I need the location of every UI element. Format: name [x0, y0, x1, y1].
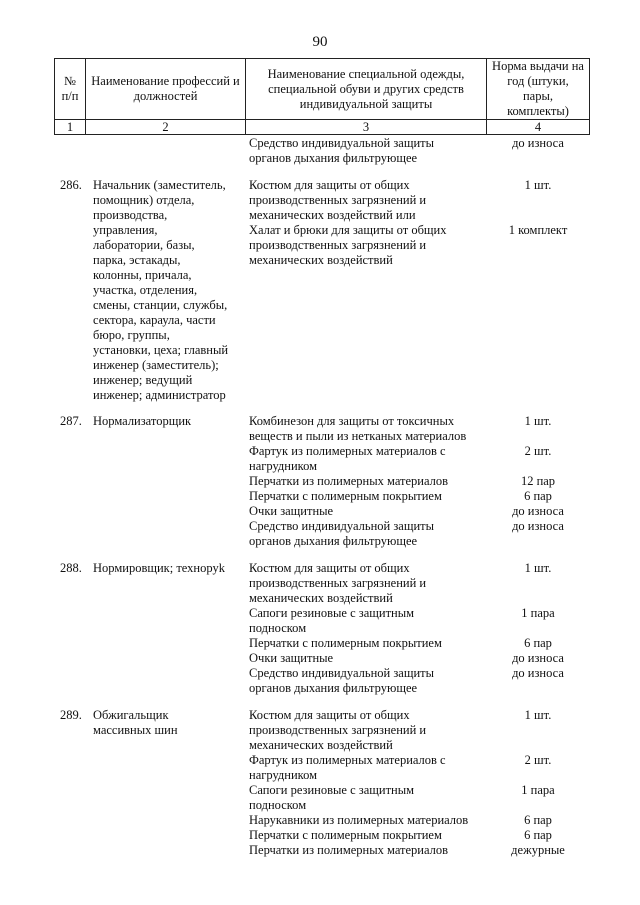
continuation-norm: до износа — [512, 136, 564, 150]
item-line: производственных загрязнений и — [249, 723, 427, 737]
item-line: Фартук из полимерных материалов с — [249, 444, 446, 458]
profession-line: массивных шин — [93, 723, 178, 737]
item-norm: 1 шт. — [524, 414, 552, 428]
profession-line: смены, станции, службы, — [93, 298, 228, 312]
profession-line: Начальник (заместитель, — [93, 178, 226, 192]
item-norm: 2 шт. — [524, 753, 552, 767]
item-line: Перчатки с полимерным покрытием — [249, 828, 442, 842]
header-col-profession: Наименование профессий и должностей — [85, 58, 246, 120]
item-line: Костюм для защиты от общих — [249, 561, 410, 575]
item-line: производственных загрязнений и — [249, 193, 427, 207]
profession-line: установки, цеха; главный — [93, 343, 229, 357]
header-col-norm: Норма выдачи на год (штуки, пары, комплекты) — [486, 58, 590, 120]
item-norm: 6 пар — [524, 828, 552, 842]
item-line: Фартук из полимерных материалов с — [249, 753, 446, 767]
item-line: подноском — [249, 621, 307, 635]
item-line: механических воздействий — [249, 591, 393, 605]
entry-number: 286. — [60, 178, 82, 192]
item-norm: 1 комплект — [508, 223, 568, 237]
item-norm: 1 пара — [521, 783, 555, 797]
item-line: Средство индивидуальной защиты — [249, 519, 435, 533]
header-col-number: № п/п — [54, 58, 86, 120]
header-num-3: 3 — [245, 119, 487, 135]
item-line: органов дыхания фильтрующее — [249, 534, 418, 548]
profession-line: инженер (заместитель); — [93, 358, 219, 372]
item-line: нагрудником — [249, 459, 318, 473]
item-norm: 12 пар — [520, 474, 556, 488]
item-line: Нарукавники из полимерных материалов — [249, 813, 469, 827]
item-line: Перчатки из полимерных материалов — [249, 843, 449, 857]
item-norm: 1 шт. — [524, 178, 552, 192]
item-norm: дежурные — [511, 843, 565, 857]
item-line: механических воздействий — [249, 738, 393, 752]
item-line: Халат и брюки для защиты от общих — [249, 223, 447, 237]
item-norm: до износа — [512, 504, 564, 518]
header-num-4: 4 — [486, 119, 590, 135]
profession-line: колонны, причала, — [93, 268, 192, 282]
header-col-equipment: Наименование специальной одежды, специальной обуви и других средств индивидуальной защиты — [245, 58, 487, 120]
item-line: веществ и пыли из нетканых материалов — [249, 429, 467, 443]
item-line: Сапоги резиновые с защитным — [249, 606, 415, 620]
item-line: механических воздействий — [249, 253, 393, 267]
profession-line: помощник) отдела, — [93, 193, 195, 207]
profession-line: Нормализаторщик — [93, 414, 192, 428]
item-line: нагрудником — [249, 768, 318, 782]
item-line: Сапоги резиновые с защитным — [249, 783, 415, 797]
item-norm: 1 шт. — [524, 561, 552, 575]
page-number: 90 — [312, 34, 328, 50]
item-norm: 6 пар — [524, 489, 552, 503]
header-num-1: 1 — [54, 119, 86, 135]
entry-number: 288. — [60, 561, 82, 575]
item-norm: 2 шт. — [524, 444, 552, 458]
profession-line: Нормировщик; техноруk — [93, 561, 225, 575]
profession-line: лаборатории, базы, — [93, 238, 195, 252]
item-line: Очки защитные — [249, 504, 334, 518]
item-line: Костюм для защиты от общих — [249, 178, 410, 192]
profession-line: производства, — [93, 208, 168, 222]
item-norm: до износа — [512, 651, 564, 665]
profession-line: участка, отделения, — [93, 283, 198, 297]
continuation-item-line: органов дыхания фильтрующее — [249, 151, 418, 165]
item-norm: 6 пар — [524, 813, 552, 827]
profession-line: парка, эстакады, — [93, 253, 181, 267]
profession-line: управления, — [93, 223, 158, 237]
item-line: производственных загрязнений и — [249, 238, 427, 252]
item-norm: 6 пар — [524, 636, 552, 650]
profession-line: инженер; администратор — [93, 388, 226, 402]
item-line: Комбинезон для защиты от токсичных — [249, 414, 455, 428]
item-norm: до износа — [512, 666, 564, 680]
entry-number: 289. — [60, 708, 82, 722]
item-line: Перчатки с полимерным покрытием — [249, 489, 442, 503]
item-norm: до износа — [512, 519, 564, 533]
item-line: механических воздействий или — [249, 208, 416, 222]
profession-line: инженер; ведущий — [93, 373, 193, 387]
item-line: Перчатки из полимерных материалов — [249, 474, 449, 488]
item-norm: 1 пара — [521, 606, 555, 620]
profession-line: бюро, группы, — [93, 328, 170, 342]
continuation-item-line: Средство индивидуальной защиты — [249, 136, 435, 150]
item-norm: 1 шт. — [524, 708, 552, 722]
profession-line: сектора, караула, части — [93, 313, 216, 327]
entry-number: 287. — [60, 414, 82, 428]
item-line: Перчатки с полимерным покрытием — [249, 636, 442, 650]
item-line: подноском — [249, 798, 307, 812]
item-line: органов дыхания фильтрующее — [249, 681, 418, 695]
item-line: Костюм для защиты от общих — [249, 708, 410, 722]
item-line: Средство индивидуальной защиты — [249, 666, 435, 680]
item-line: Очки защитные — [249, 651, 334, 665]
profession-line: Обжигальщик — [93, 708, 169, 722]
header-num-2: 2 — [85, 119, 246, 135]
item-line: производственных загрязнений и — [249, 576, 427, 590]
